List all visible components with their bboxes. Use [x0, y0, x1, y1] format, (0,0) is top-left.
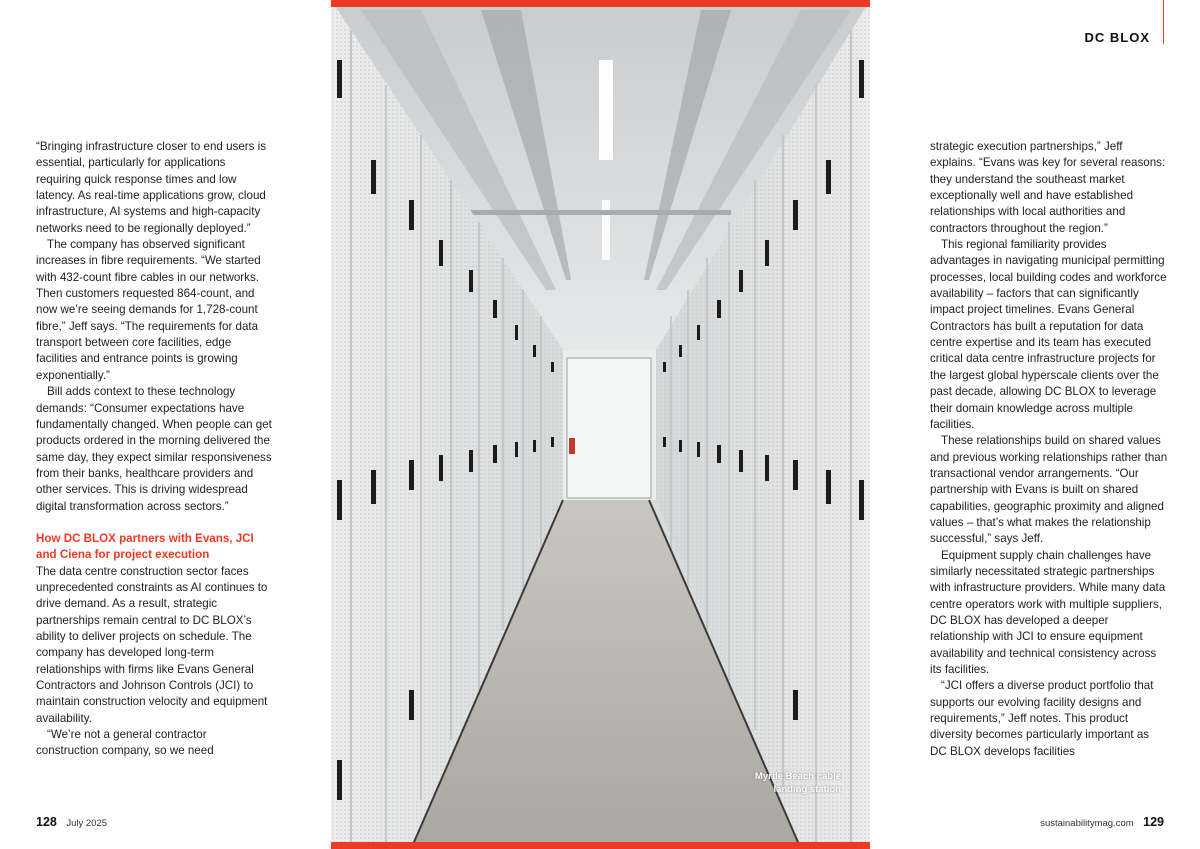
photo-top-accent-bar — [331, 0, 870, 7]
article-paragraph: This regional familiarity provides advantages in navigating municipal permitting processes, local building codes and workforce availability – factors that can significantly impact project timelines. Evans General Contractors has built a reputation for data centre expertise and its team has executed critical data centre infrastructure projects for the largest global hyperscale clients over the past decade, allowing DC BLOX to leverage their domain knowledge across multiple facilities. — [930, 238, 1167, 431]
photo-bottom-accent-bar — [331, 842, 870, 849]
article-paragraph: “We’re not a general contractor construction company, so we need — [36, 728, 214, 758]
article-paragraph: The company has observed significant increases in fibre requirements. “We started with 432-count fibre cables in our networks. Then customers requested 864-count, and now we’re seeing demands for 1,728-count fibre,” Jeff says. “The requirements for data transport between core facilities, edge facilities and entrance points is growing exponentially.” — [36, 238, 261, 382]
left-page-folio — [36, 815, 113, 829]
left-article-column — [36, 139, 272, 760]
article-paragraph: The data centre construction sector faces unprecedented constraints as AI continues to drive demand. As a result, strategic partnerships remain central to DC BLOX’s ability to deliver projects on schedule. The company has developed long-term relationships with firms like Evans General Contractors and Johnson Controls (JCI) to maintain construction velocity and equipment availability. — [36, 564, 268, 725]
article-paragraph: strategic execution partnerships,” Jeff explains. “Evans was key for several reasons: they understand the southeast market exceptionally well and have established relationships with local authorities and contractors throughout the region.” — [930, 140, 1166, 235]
magazine-section-brand: DC BLOX — [1084, 30, 1150, 45]
right-article-column — [930, 139, 1168, 760]
article-paragraph: These relationships build on shared values and previous working relationships rather than transactional vendor arrangements. “Our partnership with Evans is built on shared capabilities, geographic proximity and aligned values – that’s what makes the relationship successful,” says Jeff. — [930, 434, 1168, 546]
article-paragraph: Bill adds context to these technology demands: “Consumer expectations have fundamentally changed. When people can get products ordered in the morning delivered the same day, they expect similar responsiveness from their banks, healthcare providers and other services. This is driving widespread digital transformation across sectors.” — [36, 385, 272, 513]
page-number: 129 — [1143, 815, 1164, 829]
page-number: 128 — [36, 815, 57, 829]
article-paragraph: “JCI offers a diverse product portfolio that supports our evolving facility designs and requirements,” Jeff notes. This product diversity becomes particularly important as DC BLOX develops facilities — [930, 679, 1154, 758]
header-accent-rule — [1163, 0, 1164, 44]
section-heading: How DC BLOX partners with Evans, JCI and Ciena for project execution — [36, 531, 254, 562]
photo-caption — [755, 771, 841, 796]
issue-date: July 2025 — [66, 818, 108, 829]
article-paragraph: “Bringing infrastructure closer to end users is essential, particularly for applications requiring quick response times and low latency. As real-time applications grow, cloud infrastructure, AI systems and high-capacity networks need to be regionally deployed.” — [36, 140, 267, 235]
aisle-illustration — [331, 0, 870, 849]
caption-line: Myrtle Beach cable — [754, 771, 841, 782]
caption-line: landing station — [773, 783, 841, 795]
data-centre-aisle-photo — [331, 0, 870, 849]
right-page-folio — [1034, 815, 1164, 829]
article-paragraph: Equipment supply chain challenges have similarly necessitated strategic partnerships with infrastructure providers. While many data centre operators work with multiple suppliers, DC BLOX has developed a deeper relationship with JCI to ensure equipment availability and technical consistency across its facilities. — [930, 548, 1166, 676]
website-url: sustainabilitymag.com — [1040, 818, 1134, 829]
